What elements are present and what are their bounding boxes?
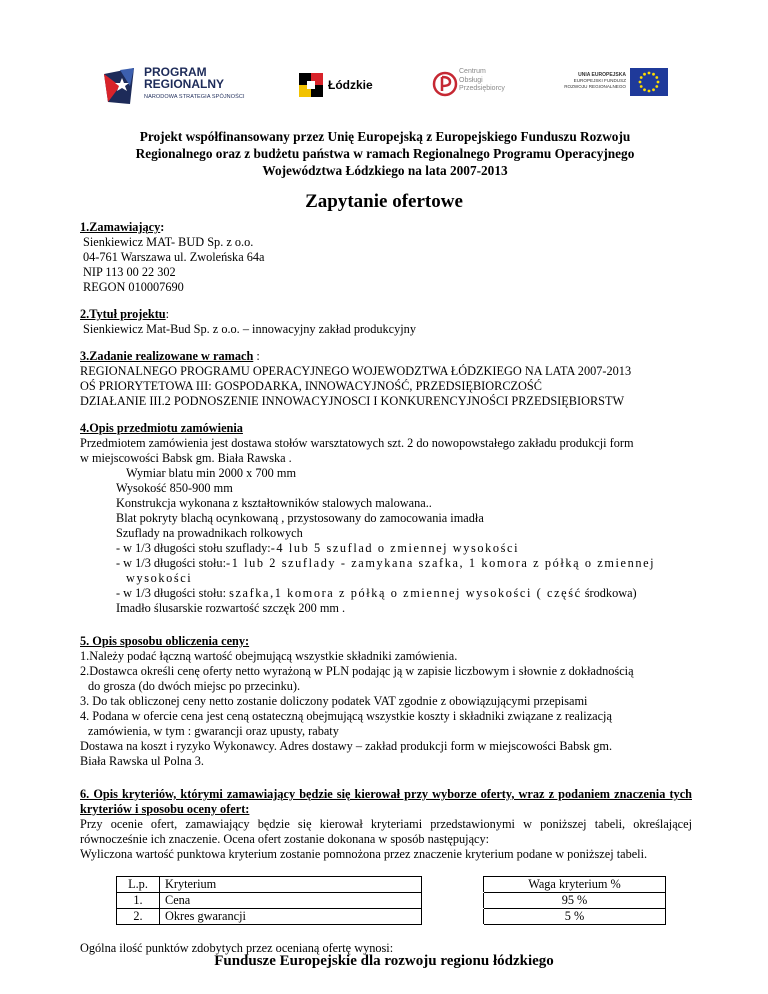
document-body bbox=[80, 220, 692, 968]
text-line: 4. Podana w ofercie cena jest ceną ostateczną obejmującą wszystkie koszty i składniki związane z realizacją bbox=[80, 709, 612, 723]
table-header-lp: L.p. bbox=[117, 877, 160, 893]
text-paragraph: Wyliczona wartość punktowa kryterium zostanie pomnożona przez znaczenie kryterium podane w poniższej tabeli. bbox=[80, 847, 648, 861]
lodzkie-label: Łódzkie bbox=[328, 78, 373, 92]
section-heading: 1.Zamawiający bbox=[80, 220, 161, 234]
spec-line: Szuflady na prowadnikach rolkowych bbox=[116, 526, 303, 540]
eu-logo bbox=[552, 68, 668, 102]
text-line: w miejscowości Babsk gm. Biała Rawska . bbox=[80, 451, 292, 465]
section-heading: 3.Zadanie realizowane w ramach bbox=[80, 349, 254, 363]
text-paragraph: Przy ocenie ofert, zamawiający będzie się kierował kryteriami przedstawionymi w poniższej tabeli, określającej równocześnie ich znaczenie. Ocena ofert zostanie dokonana w sposób następujący: bbox=[80, 817, 692, 846]
footer-slogan: Fundusze Europejskie dla rozwoju regionu łódzkiego bbox=[214, 953, 554, 969]
text-line: Dostawa na koszt i ryzyko Wykonawcy. Adres dostawy – zakład produkcji form w miejscowości Babsk gm. bbox=[80, 739, 613, 753]
cop-line2: Obsługi bbox=[459, 76, 483, 84]
text-line: Biała Rawska ul Polna 3. bbox=[80, 754, 204, 768]
table-row bbox=[117, 909, 666, 925]
table-spacer bbox=[422, 909, 484, 925]
text-line: REGIONALNEGO PROGRAMU OPERACYJNEGO WOJEWODZTWA ŁÓDZKIEGO NA LATA 2007-2013 bbox=[80, 364, 632, 378]
header-line: Regionalnego oraz z budżetu państwa w ramach Regionalnego Programu Operacyjnego bbox=[135, 146, 635, 161]
table-spacer bbox=[422, 877, 484, 893]
eu-line1: UNIA EUROPEJSKA bbox=[578, 72, 626, 78]
text-line: NIP 113 00 22 302 bbox=[83, 265, 176, 279]
spec-line: - w 1/3 długości stołu:-1 lub 2 szuflady - zamykana szafka, 1 komora z półką o zmiennej bbox=[116, 556, 656, 570]
text-line: do grosza (do dwóch miejsc po przecinku). bbox=[88, 679, 301, 693]
section-zadanie bbox=[80, 349, 692, 409]
table-cell-kryterium: Cena bbox=[160, 893, 422, 909]
project-header bbox=[60, 128, 710, 179]
cop-line3: Przedsiębiorcy bbox=[459, 85, 505, 92]
spec-line: Blat pokryty blachą ocynkowaną , przystosowany do zamocowania imadła bbox=[116, 511, 484, 525]
table-row bbox=[117, 893, 666, 909]
eu-line2: EUROPEJSKI FUNDUSZ bbox=[573, 78, 626, 83]
text-line: 3. Do tak obliczonej ceny netto zostanie doliczony podatek VAT zgodnie z obowiązującymi przepisami bbox=[80, 694, 588, 708]
spec-line: Imadło ślusarskie rozwartość szczęk 200 mm . bbox=[116, 601, 346, 615]
section-heading: 4.Opis przedmiotu zamówienia bbox=[80, 421, 243, 435]
heading-colon: : bbox=[165, 307, 170, 321]
text-line: Sienkiewicz Mat-Bud Sp. z o.o. – innowacyjny zakład produkcyjny bbox=[83, 322, 416, 336]
spec-line: Wymiar blatu min 2000 x 700 mm bbox=[126, 466, 297, 480]
table-cell-kryterium: Okres gwarancji bbox=[160, 909, 422, 925]
heading-colon: : bbox=[160, 220, 165, 234]
logo-bar bbox=[0, 58, 768, 118]
document-title: Zapytanie ofertowe bbox=[305, 191, 463, 212]
header-line: Województwa Łódzkiego na lata 2007-2013 bbox=[262, 163, 508, 178]
section-heading: 6. Opis kryteriów, którymi zamawiający będzie się kierował przy wyborze oferty, wraz z podaniem znaczenia tych kryteriów i sposobu oceny ofert: bbox=[80, 787, 692, 816]
program-regionalny-logo bbox=[100, 64, 260, 108]
cop-line1: Centrum bbox=[459, 68, 486, 75]
spec-line: Konstrukcja wykonana z kształtowników stalowych malowana.. bbox=[116, 496, 432, 510]
section-tytul-projektu bbox=[80, 307, 692, 337]
text-line: 1.Należy podać łączną wartość obejmującą wszystkie składniki zamówienia. bbox=[80, 649, 458, 663]
section-opis-ceny bbox=[80, 634, 692, 769]
spec-line: Wysokość 850-900 mm bbox=[116, 481, 233, 495]
text-line: Sienkiewicz MAT- BUD Sp. z o.o. bbox=[83, 235, 254, 249]
text-line: DZIAŁANIE III.2 PODNOSZENIE INNOWACYJNOSCI I KONKURENCYJNOŚCI PRZEDSIĘBIORSTW bbox=[80, 394, 625, 408]
centrum-obslugi-logo bbox=[432, 64, 514, 106]
table-cell-lp: 1. bbox=[117, 893, 160, 909]
section-heading: 2.Tytuł projektu bbox=[80, 307, 166, 321]
header-line: Projekt współfinansowany przez Unię Europejską z Europejskiego Funduszu Rozwoju bbox=[139, 129, 631, 144]
section-heading: 5. Opis sposobu obliczenia ceny: bbox=[80, 634, 250, 648]
table-cell-waga: 5 % bbox=[484, 909, 666, 925]
lodzkie-emblem-icon bbox=[296, 70, 326, 100]
program-regionalny-subtitle: NARODOWA STRATEGIA SPÓJNOŚCI bbox=[144, 94, 245, 100]
program-regionalny-line1: PROGRAM bbox=[144, 65, 207, 79]
table-row bbox=[117, 877, 666, 893]
eu-line3: ROZWOJU REGIONALNEGO bbox=[564, 84, 626, 89]
table-header-kryterium: Kryterium bbox=[160, 877, 422, 893]
spec-line: - w 1/3 długości stołu: szafka,1 komora z półką o zmiennej wysokości ( część środkowa) bbox=[116, 586, 637, 600]
spec-line: - w 1/3 długości stołu szuflady:-4 lub 5 szuflad o zmiennej wysokości bbox=[116, 541, 520, 555]
program-regionalny-line2: REGIONALNY bbox=[144, 77, 225, 91]
text-line: Przedmiotem zamówienia jest dostawa stołów warsztatowych szt. 2 do nowopowstałego zakładu produkcji form bbox=[80, 436, 634, 450]
cop-emblem-icon bbox=[432, 64, 458, 104]
table-cell-waga: 95 % bbox=[484, 893, 666, 909]
program-regionalny-emblem-icon bbox=[100, 64, 144, 108]
text-line: 04-761 Warszawa ul. Zwoleńska 64a bbox=[83, 250, 265, 264]
text-line: OŚ PRIORYTETOWA III: GOSPODARKA, INNOWACYJNOŚĆ, PRZEDSIĘBIORCZOŚĆ bbox=[80, 379, 542, 393]
spec-line: wysokości bbox=[126, 571, 193, 585]
table-header-waga: Waga kryterium % bbox=[484, 877, 666, 893]
heading-colon: : bbox=[253, 349, 260, 363]
section-kryteria bbox=[80, 787, 692, 956]
table-spacer bbox=[422, 893, 484, 909]
table-cell-lp: 2. bbox=[117, 909, 160, 925]
text-line: Ogólna ilość punktów zdobytych przez ocenianą ofertę wynosi: bbox=[80, 941, 394, 955]
lodzkie-logo bbox=[296, 70, 376, 100]
section-zamawiajacy bbox=[80, 220, 692, 295]
text-line: REGON 010007690 bbox=[83, 280, 184, 294]
text-line: 2.Dostawca określi cenę oferty netto wyrażoną w PLN podając ją w zapisie liczbowym i słownie z dokładnością bbox=[80, 664, 634, 678]
text-line: zamówienia, w tym : gwarancji oraz upusty, rabaty bbox=[88, 724, 339, 738]
criteria-table bbox=[116, 876, 666, 925]
eu-flag-icon bbox=[630, 68, 668, 96]
section-opis-przedmiotu bbox=[80, 421, 692, 616]
